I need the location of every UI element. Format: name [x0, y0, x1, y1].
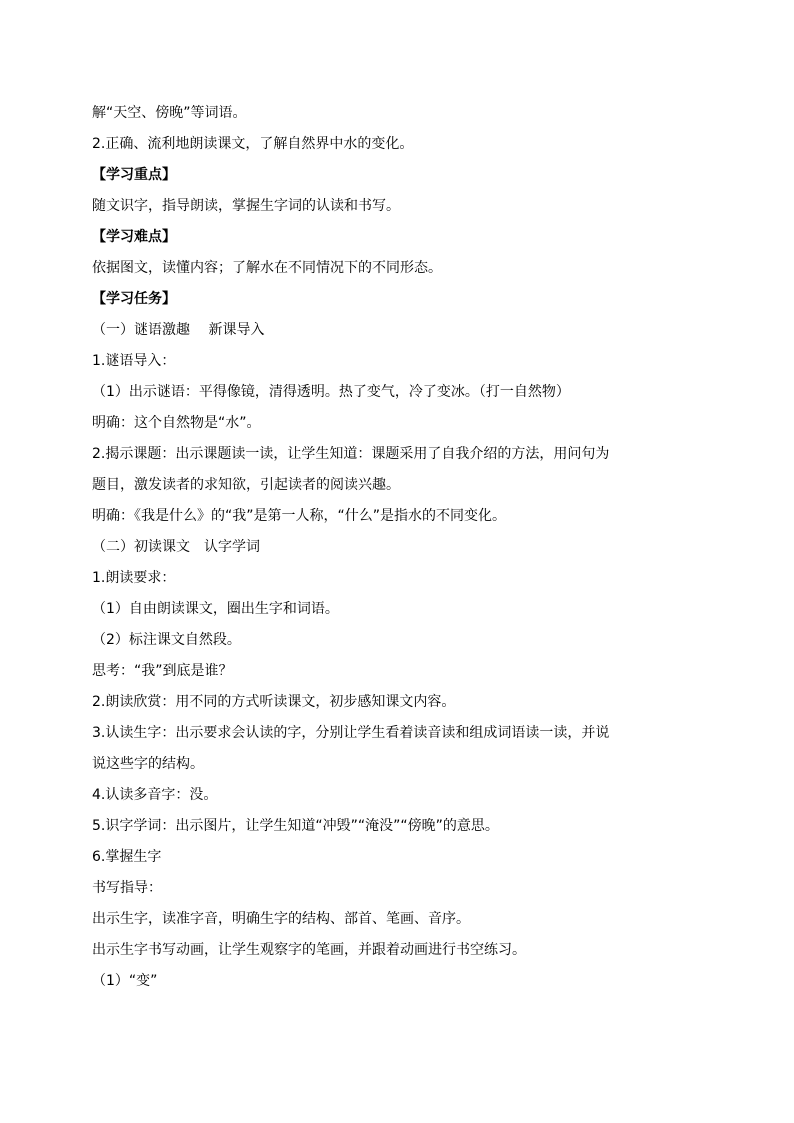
text-line: （2）标注课文自然段。	[92, 632, 241, 648]
text-line: 2.朗读欣赏：用不同的方式听读课文，初步感知课文内容。	[92, 694, 456, 710]
text-line: 题目，激发读者的求知欲，引起读者的阅读兴趣。	[92, 477, 400, 493]
text-line: 出示生字书写动画，让学生观察字的笔画，并跟着动画进行书空练习。	[92, 942, 526, 958]
text-line: 2.揭示课题：出示课题读一读，让学生知道：课题采用了自我介绍的方法，用问句为	[92, 446, 610, 462]
text-line: 6.掌握生字	[92, 849, 162, 865]
text-line: 解“天空、傍晚”等词语。	[92, 105, 247, 121]
text-line: 4.认读多音字：没。	[92, 787, 218, 803]
text-line: 书写指导：	[92, 880, 162, 896]
text-line: 思考：“我”到底是谁？	[92, 663, 233, 679]
text-line: （1）自由朗读课文，圈出生字和词语。	[92, 601, 339, 617]
text-line: 随文识字，指导朗读，掌握生字词的认读和书写。	[92, 198, 400, 214]
text-line: 3.认读生字：出示要求会认读的字，分别让学生看着读音读和组成词语读一读，并说	[92, 725, 610, 741]
text-line: 1.朗读要求：	[92, 570, 176, 586]
text-line: 5.识字学词：出示图片，让学生知道“冲毁”“淹没”“傍晚”的意思。	[92, 818, 499, 834]
section-heading-tasks: 【学习任务】	[92, 291, 176, 307]
subsection-heading: （二）初读课文 认字学词	[92, 539, 260, 555]
text-line: 说这些字的结构。	[92, 756, 204, 772]
section-heading-key-points: 【学习重点】	[92, 167, 176, 183]
text-line: 2.正确、流利地朗读课文，了解自然界中水的变化。	[92, 136, 414, 152]
section-heading-difficulties: 【学习难点】	[92, 229, 176, 245]
text-line: 出示生字，读准字音，明确生字的结构、部首、笔画、音序。	[92, 911, 470, 927]
text-line: 1.谜语导入：	[92, 353, 176, 369]
text-line: 依据图文，读懂内容；了解水在不同情况下的不同形态。	[92, 260, 442, 276]
text-line: （1）“变”	[92, 973, 158, 989]
text-line: （1）出示谜语：平得像镜，清得透明。热了变气，冷了变冰。（打一自然物）	[92, 384, 570, 400]
subsection-heading: （一）谜语激趣 新课导入	[92, 322, 265, 338]
text-line: 明确：这个自然物是“水”。	[92, 415, 261, 431]
text-line: 明确：《我是什么》的“我”是第一人称，“什么”是指水的不同变化。	[92, 508, 507, 524]
